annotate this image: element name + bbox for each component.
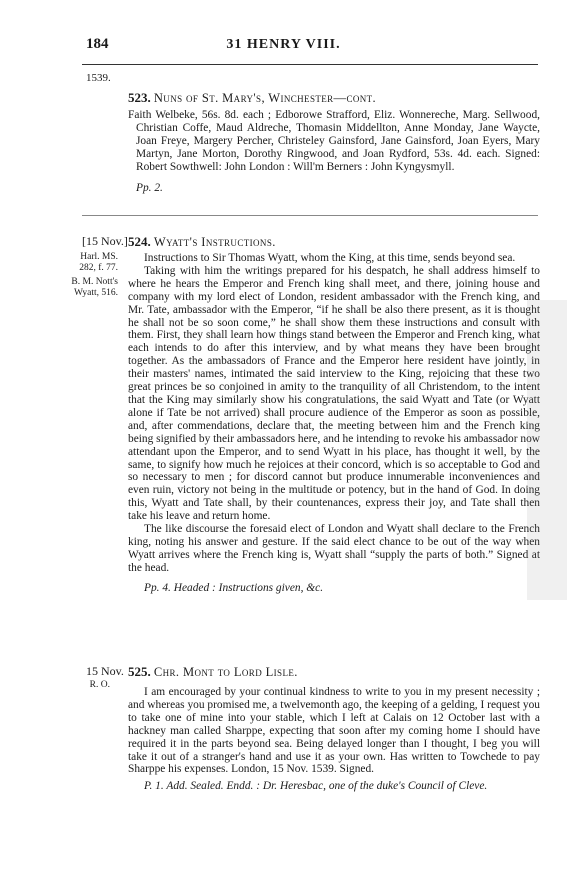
entry-523-text: Faith Welbeke, 56s. 8d. each ; Edborowe Strafford, Eliz. Wonnereche, Marg. Sellwood, Christian Coffe, Maud Aldreche, Thomasin Middellton, Anne Monday, Jane Waycte, Joan Freye, Margery Percher, Christeley Gainsford, Jane Gainsford, Joan Eyers, Mary Martyn, Jane Morton, Dorothy Ringwood, and Joan Rydford, 53s. 4d. each. Signed: Robert Sowthwell: John London : Will'm Berners : John Kyngysmyll.: [128, 109, 540, 173]
entry-525-heading: [128, 664, 298, 680]
entry-523-body: [128, 109, 540, 194]
entry-525-para-1: I am encouraged by your continual kindness to write to you in my present necessity ; and whereas you promised me, a twelvemonth ago, the keeping of a gelding, I request you to take one of mine into your stable, which I left at Calais on 12 October last with a hackney man called Sharppe, expecting that soon after my coming home I should have required it in the parts beyond sea. Being delayed longer than I thought, I beg you will take it out of a stranger's hand and use it as your own. Has written to Towchede to pay Sharppe his expenses. London, 15 Nov. 1539. Signed.: [128, 686, 540, 776]
entry-525-date: 15 Nov.: [86, 664, 124, 678]
entry-523-heading: [128, 90, 376, 106]
page-number: 184: [86, 36, 109, 52]
entry-524-source-nott: B. M. Nott's Wyatt, 516.: [71, 277, 118, 298]
entry-525-source: R. O.: [89, 680, 110, 690]
section-divider: [82, 215, 538, 216]
watermark-stripe: [507, 300, 567, 600]
entry-524-pp: Pp. 4. Headed : Instructions given, &c.: [144, 581, 324, 594]
entry-525-body: [128, 686, 540, 793]
entry-524-heading: [128, 234, 276, 250]
entry-524-body: [128, 252, 540, 595]
entry-523-pp: Pp. 2.: [136, 181, 163, 194]
entry-523-number: 523.: [128, 90, 151, 105]
entry-524-source-harl: Harl. MS. 282, f. 77.: [79, 252, 118, 273]
entry-524-para-1: Instructions to Sir Thomas Wyatt, whom the King, at this time, sends beyond sea.: [144, 252, 516, 264]
margin-year: 1539.: [86, 72, 111, 84]
running-title: 31 HENRY VIII.: [226, 37, 341, 52]
page-header: [0, 36, 567, 58]
entry-524-para-2: Taking with him the writings prepared for his despatch, he shall address himself to where he hears the Emperor and French king shall meet, and there, joining house and company with my lord elect of London, resident ambassador with the French king, and Mr. Tate, ambassador with the Emperor, “if he shall be also there present, as it is thought he shall not be so soon come,” he shall show them these instructions and consult with them. First, they shall learn how things stand between the Emperor and French king, what each intends to do after this interview, and by what means they have been brought together. As the ambassadors of France and the Emperor here resident have jointly, in their masters' names, intimated the said interview to the King, rejoicing that these two great princes be so conjoined in amity to the tranquility of all Christendom, to the intent that the King may similarly show his congratulations, the said Wyatt and Tate (or Wyatt alone if Tate be not arrived) shall procure audience of the Emperor as soon as possible, and, after commendations, declare that, the meeting between him and the French king being signified by their ambassadors here, and he intending to revoke his ambassador now attendant upon the Emperor, and to send Wyatt in his place, has thought it well, by the same, to signify how much he rejoices at their concord, which is so acceptable to God and so necessary to men ; for discord cannot but produce innumerable inconveniences and even ruin, victory not being in the multitude or potency, but in the hand of God. In doing this, Wyatt and Tate shall, by their countenances, express their joy, and Tate shall then take his leave and return home.: [128, 264, 540, 523]
entry-524-number: 524.: [128, 234, 151, 249]
entry-525-pp: P. 1. Add. Sealed. Endd. : Dr. Heresbac, one of the duke's Council of Cleve.: [144, 780, 488, 793]
entry-524-para-3: The like discourse the foresaid elect of London and Wyatt shall declare to the French king, noting his answer and gesture. If the said elect chance to be out of the way when Wyatt arrives where the French king is, Wyatt shall “supply the parts of both.” Signed at the head.: [128, 523, 540, 574]
entry-523-title: Nuns of St. Mary's, Winchester—cont.: [153, 91, 377, 105]
entry-525-number: 525.: [128, 664, 151, 679]
header-rule: [82, 64, 538, 65]
entry-525-title: Chr. Mont to Lord Lisle.: [153, 665, 298, 679]
entry-524-title: Wyatt's Instructions.: [153, 235, 276, 249]
entry-524-date: [15 Nov.]: [82, 234, 128, 248]
